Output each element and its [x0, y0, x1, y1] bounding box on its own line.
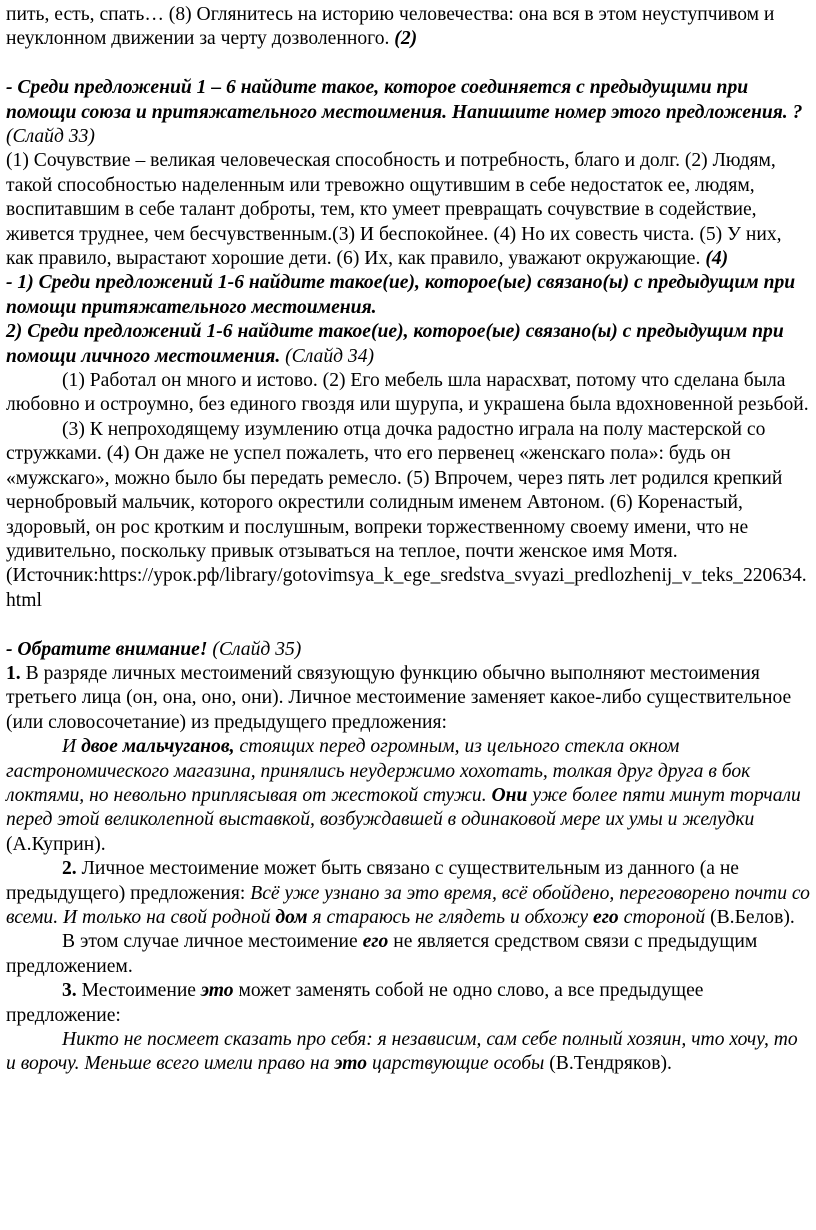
- example-1-part: И: [62, 736, 82, 758]
- example-1-source: (А.Куприн).: [6, 833, 106, 855]
- intro-text: пить, есть, спать… (8) Оглянитесь на историю человечества: она вся в этом неуступчивом и неуклонном движении за черту дозволенного.: [6, 4, 775, 50]
- task33-slide-ref: (Слайд 33): [6, 126, 95, 148]
- remark-highlight: его: [362, 931, 389, 953]
- note35-heading: [6, 638, 810, 662]
- example-2-highlight: дом: [275, 907, 308, 928]
- example-3-highlight: это: [334, 1053, 368, 1075]
- intro-answer: (2): [394, 28, 418, 50]
- remark-part: не является средством связи с предыдущим предложением.: [6, 931, 758, 977]
- example-2-part: стороной: [618, 907, 706, 928]
- point-number-3: 3.: [62, 980, 77, 1002]
- task33-answer: (4): [705, 248, 729, 270]
- point-1-text: В разряде личных местоимений связующую функцию обычно выполняют местоимения третьего лица (он, она, оно, они). Личное местоимение заменяет какое-либо существительное (или словосочетание) из предыдущего предложения:: [6, 662, 792, 733]
- note35-heading-text: - Обратите внимание!: [6, 638, 208, 660]
- task33-question: [6, 76, 810, 149]
- example-1: [6, 735, 810, 857]
- example-1-part: стоящих перед огромным, из цельного стекла окном гастрономического магазина, принялись неудержимо хохотать, толкая друг друга в бок локтями, но невольно приплясывая от жестокой стужи.: [6, 736, 751, 806]
- point-3-part: Местоимение: [76, 980, 201, 1002]
- example-1-part: уже более пяти минут торчали перед этой великолепной выставкой, возбуждавшей в одинаковой мере их умы и желудки: [6, 784, 801, 831]
- example-1-highlight: Они: [491, 784, 528, 806]
- source-citation: (Источник:https://урок.рф/library/gotovimsya_k_ege_sredstva_svyazi_predlozhenij_v_teks_220634.html: [6, 565, 807, 611]
- task33-text-body: (1) Сочувствие – великая человеческая способность и потребность, благо и долг. (2) Людям, такой способностью наделенным или тревожно ощутившим в себе недостаток ее, людям, воспитавшим в себе талант доброты, тем, кто умеет превращать сочувствие в содействие, живется труднее, чем бесчувственным.(3) И беспокойнее. (4) Но их совесть чиста. (5) У них, как правило, вырастают хорошие дети. (6) Их, как правило, уважают окружающие.: [6, 150, 782, 270]
- example-3-part: царствующие особы: [367, 1053, 545, 1075]
- example-1-highlight: двое мальчуганов,: [81, 736, 235, 758]
- note-point-1: [6, 662, 810, 735]
- note35-slide-ref: (Слайд 35): [207, 638, 302, 660]
- example-2-highlight: его: [593, 907, 619, 928]
- point-3-part: может заменять собой не одно слово, а все предыдущее предложение:: [6, 980, 704, 1026]
- remark-part: В этом случае личное местоимение: [62, 931, 363, 953]
- task34-paragraph-2: (3) К непроходящему изумлению отца дочка радостно играла на полу мастерской со стружками. (4) Он даже не успел пожалеть, что его первенец «женскаго пола»: будь он «мужскаго», можно было бы передать ремесло. (5) Впрочем, через пять лет родился крепкий чернобровый мальчик, которого окрестили солидным именем Автоном. (6) Коренастый, здоровый, он рос кротким и послушным, вопреки торжественному своему имени, что не удивительно, поскольку привык отзываться на теплое, почти женское имя Мотя.: [6, 418, 783, 562]
- point-number-2: 2.: [62, 858, 77, 880]
- example-2-source: (В.Белов).: [705, 907, 795, 928]
- example-3-part: Никто не посмеет сказать про себя: я независим, сам себе полный хозяин, что хочу, то и ворочу. Меньше всего имели право на: [6, 1029, 798, 1075]
- point-3-highlight: это: [200, 980, 234, 1002]
- task34-slide-ref: (Слайд 34): [280, 345, 375, 367]
- task34-question-1: - 1) Среди предложений 1-6 найдите такое(ие), которое(ые) связано(ы) с предыдущим при помощи притяжательного местоимения.: [6, 272, 796, 318]
- spacer: [6, 613, 810, 637]
- task34-paragraph-1: (1) Работал он много и истово. (2) Его мебель шла нарасхват, потому что сделана была любовно и остроумно, без единого гвоздя или шурупа, и украшена была вдохновенной резьбой.: [6, 370, 809, 416]
- example-3-source: (В.Тендряков).: [544, 1053, 672, 1075]
- task34-question-2: [6, 320, 810, 369]
- intro-paragraph: [6, 3, 810, 52]
- spacer: [6, 52, 810, 76]
- point-2-text: Личное местоимение может быть связано с существительным из данного (а не предыдущего) предложения:: [6, 858, 739, 904]
- example-3: [6, 1028, 810, 1077]
- task34-question-2-text: 2) Среди предложений 1-6 найдите такое(ие), которое(ые) связано(ы) с предыдущим при помощи личного местоимения.: [6, 321, 784, 367]
- example-2-part: Всё уже узнано за это время, всё обойдено, переговорено почти со всеми. И только на свой родной: [6, 882, 810, 928]
- note-remark: [6, 930, 810, 979]
- point-number-1: 1.: [6, 662, 21, 684]
- task33-text: [6, 149, 810, 271]
- example-2-part: я стараюсь не глядеть и обхожу: [307, 907, 593, 928]
- note-point-3: [6, 979, 810, 1028]
- note-point-2: [6, 857, 810, 930]
- task33-question-text: - Среди предложений 1 – 6 найдите такое, которое соединяется с предыдущими при помощи союза и притяжательного местоимения. Напишите номер этого предложения. ?: [6, 77, 803, 123]
